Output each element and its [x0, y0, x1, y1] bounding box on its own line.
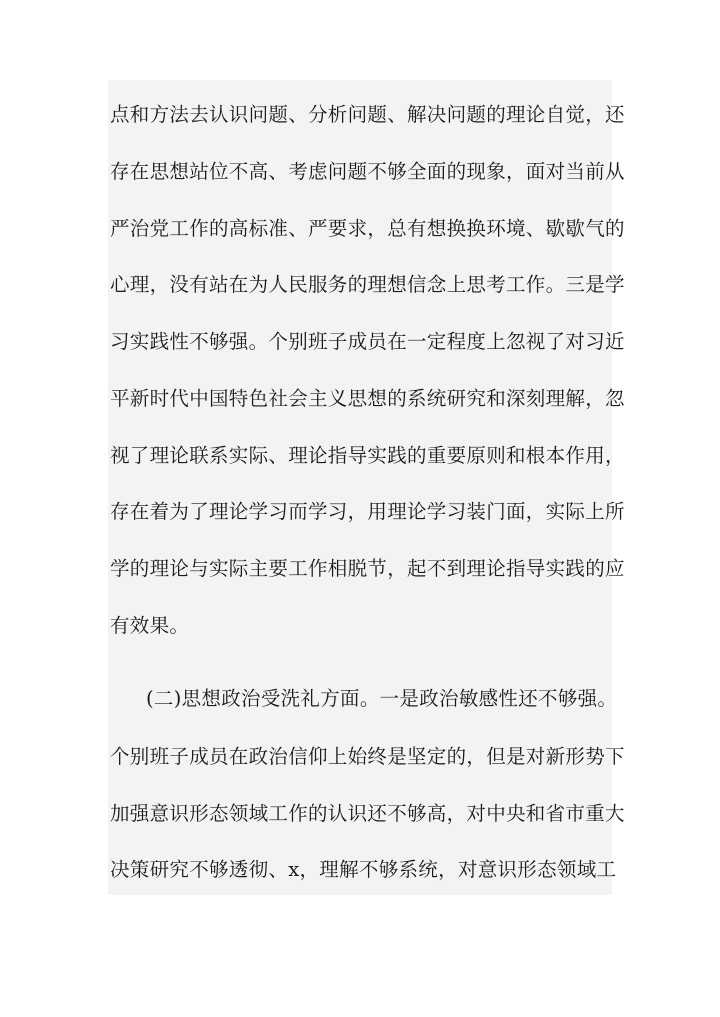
paragraph-heading-line: (二)思想政治受洗礼方面。一是政治敏感性还不够强。 [146, 687, 618, 710]
text-line: 加强意识形态领域工作的认识还不够高，对中央和省市重大 [110, 802, 625, 825]
text-line: 决策研究不够透彻、x，理解不够系统，对意识形态领域工 [110, 858, 617, 881]
text-line: 个别班子成员在政治信仰上始终是坚定的，但是对新形势下 [110, 745, 625, 768]
text-line: 心理，没有站在为人民服务的理想信念上思考工作。三是学 [110, 273, 625, 296]
text-line: 平新时代中国特色社会主义思想的系统研究和深刻理解，忽 [110, 387, 625, 410]
text-line: 点和方法去认识问题、分析问题、解决问题的理论自觉，还 [110, 103, 625, 126]
text-region-background [108, 80, 612, 895]
text-line: 习实践性不够强。个别班子成员在一定程度上忽视了对习近 [110, 330, 625, 353]
text-line: 存在着为了理论学习而学习，用理论学习装门面，实际上所 [110, 500, 625, 523]
text-line: 存在思想站位不高、考虑问题不够全面的现象，面对当前从 [110, 160, 625, 183]
text-line: 严治党工作的高标准、严要求，总有想换换环境、歇歇气的 [110, 217, 625, 240]
text-line: 学的理论与实际主要工作相脱节，起不到理论指导实践的应 [110, 557, 625, 580]
text-line: 有效果。 [110, 614, 190, 637]
text-line: 视了理论联系实际、理论指导实践的重要原则和根本作用， [110, 444, 625, 467]
